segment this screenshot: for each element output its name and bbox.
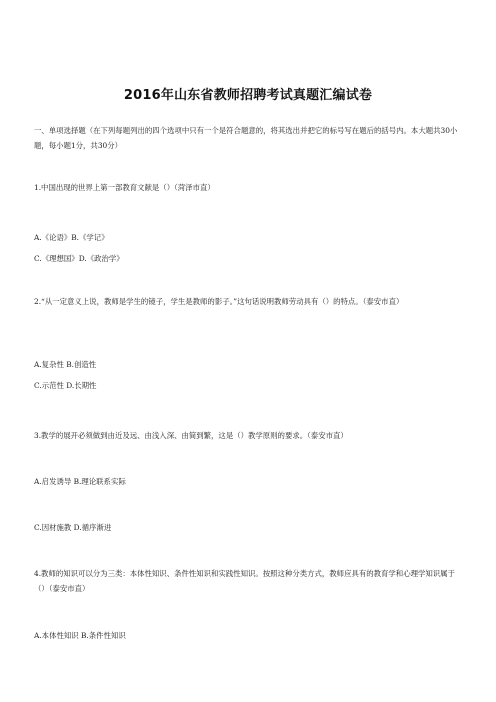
question-2-options-2: C.示范性 D.长期性: [34, 381, 97, 390]
question-stem-2: 2.“从一定意义上说，教师是学生的镜子，学生是教师的影子。”这句话说明教师劳动具有（）的特点。（泰安市直）: [34, 297, 404, 306]
question-3-options-1: A.启发诱导 B.理论联系实际: [34, 477, 126, 486]
question-2-options-1: A.复杂性 B.创造性: [34, 360, 97, 369]
question-1-options-2: C.《理想国》D.《政治学》: [34, 254, 124, 263]
question-stem-4: 4.教师的知识可以分为三类：本体性知识、条件性知识和实践性知识。按照这种分类方式，教师应具有的教育学和心理学知识属于（）（泰安市直）: [34, 569, 455, 593]
question-stem-1: 1.中国出现的世界上第一部教育文献是（）（菏泽市直）: [34, 183, 215, 192]
question-stem-3: 3.教学的展开必须做到由近及远、由浅入深、由简到繁，这是（）教学原则的要求。（泰安市直）: [34, 431, 348, 440]
question-4-options-1: A.本体性知识 B.条件性知识: [34, 631, 126, 640]
document-title: 2016年山东省教师招聘考试真题汇编试卷: [123, 88, 373, 103]
question-3-options-2: C.因材施教 D.循序渐进: [34, 523, 112, 532]
section-intro: 一、单项选择题（在下列每题列出的四个选项中只有一个是符合题意的，将其选出并把它的标号写在题后的括号内。本大题共30小题，每小题1分，共30分）: [34, 126, 458, 150]
question-1-options-1: A.《论语》B.《学记》: [34, 233, 109, 242]
